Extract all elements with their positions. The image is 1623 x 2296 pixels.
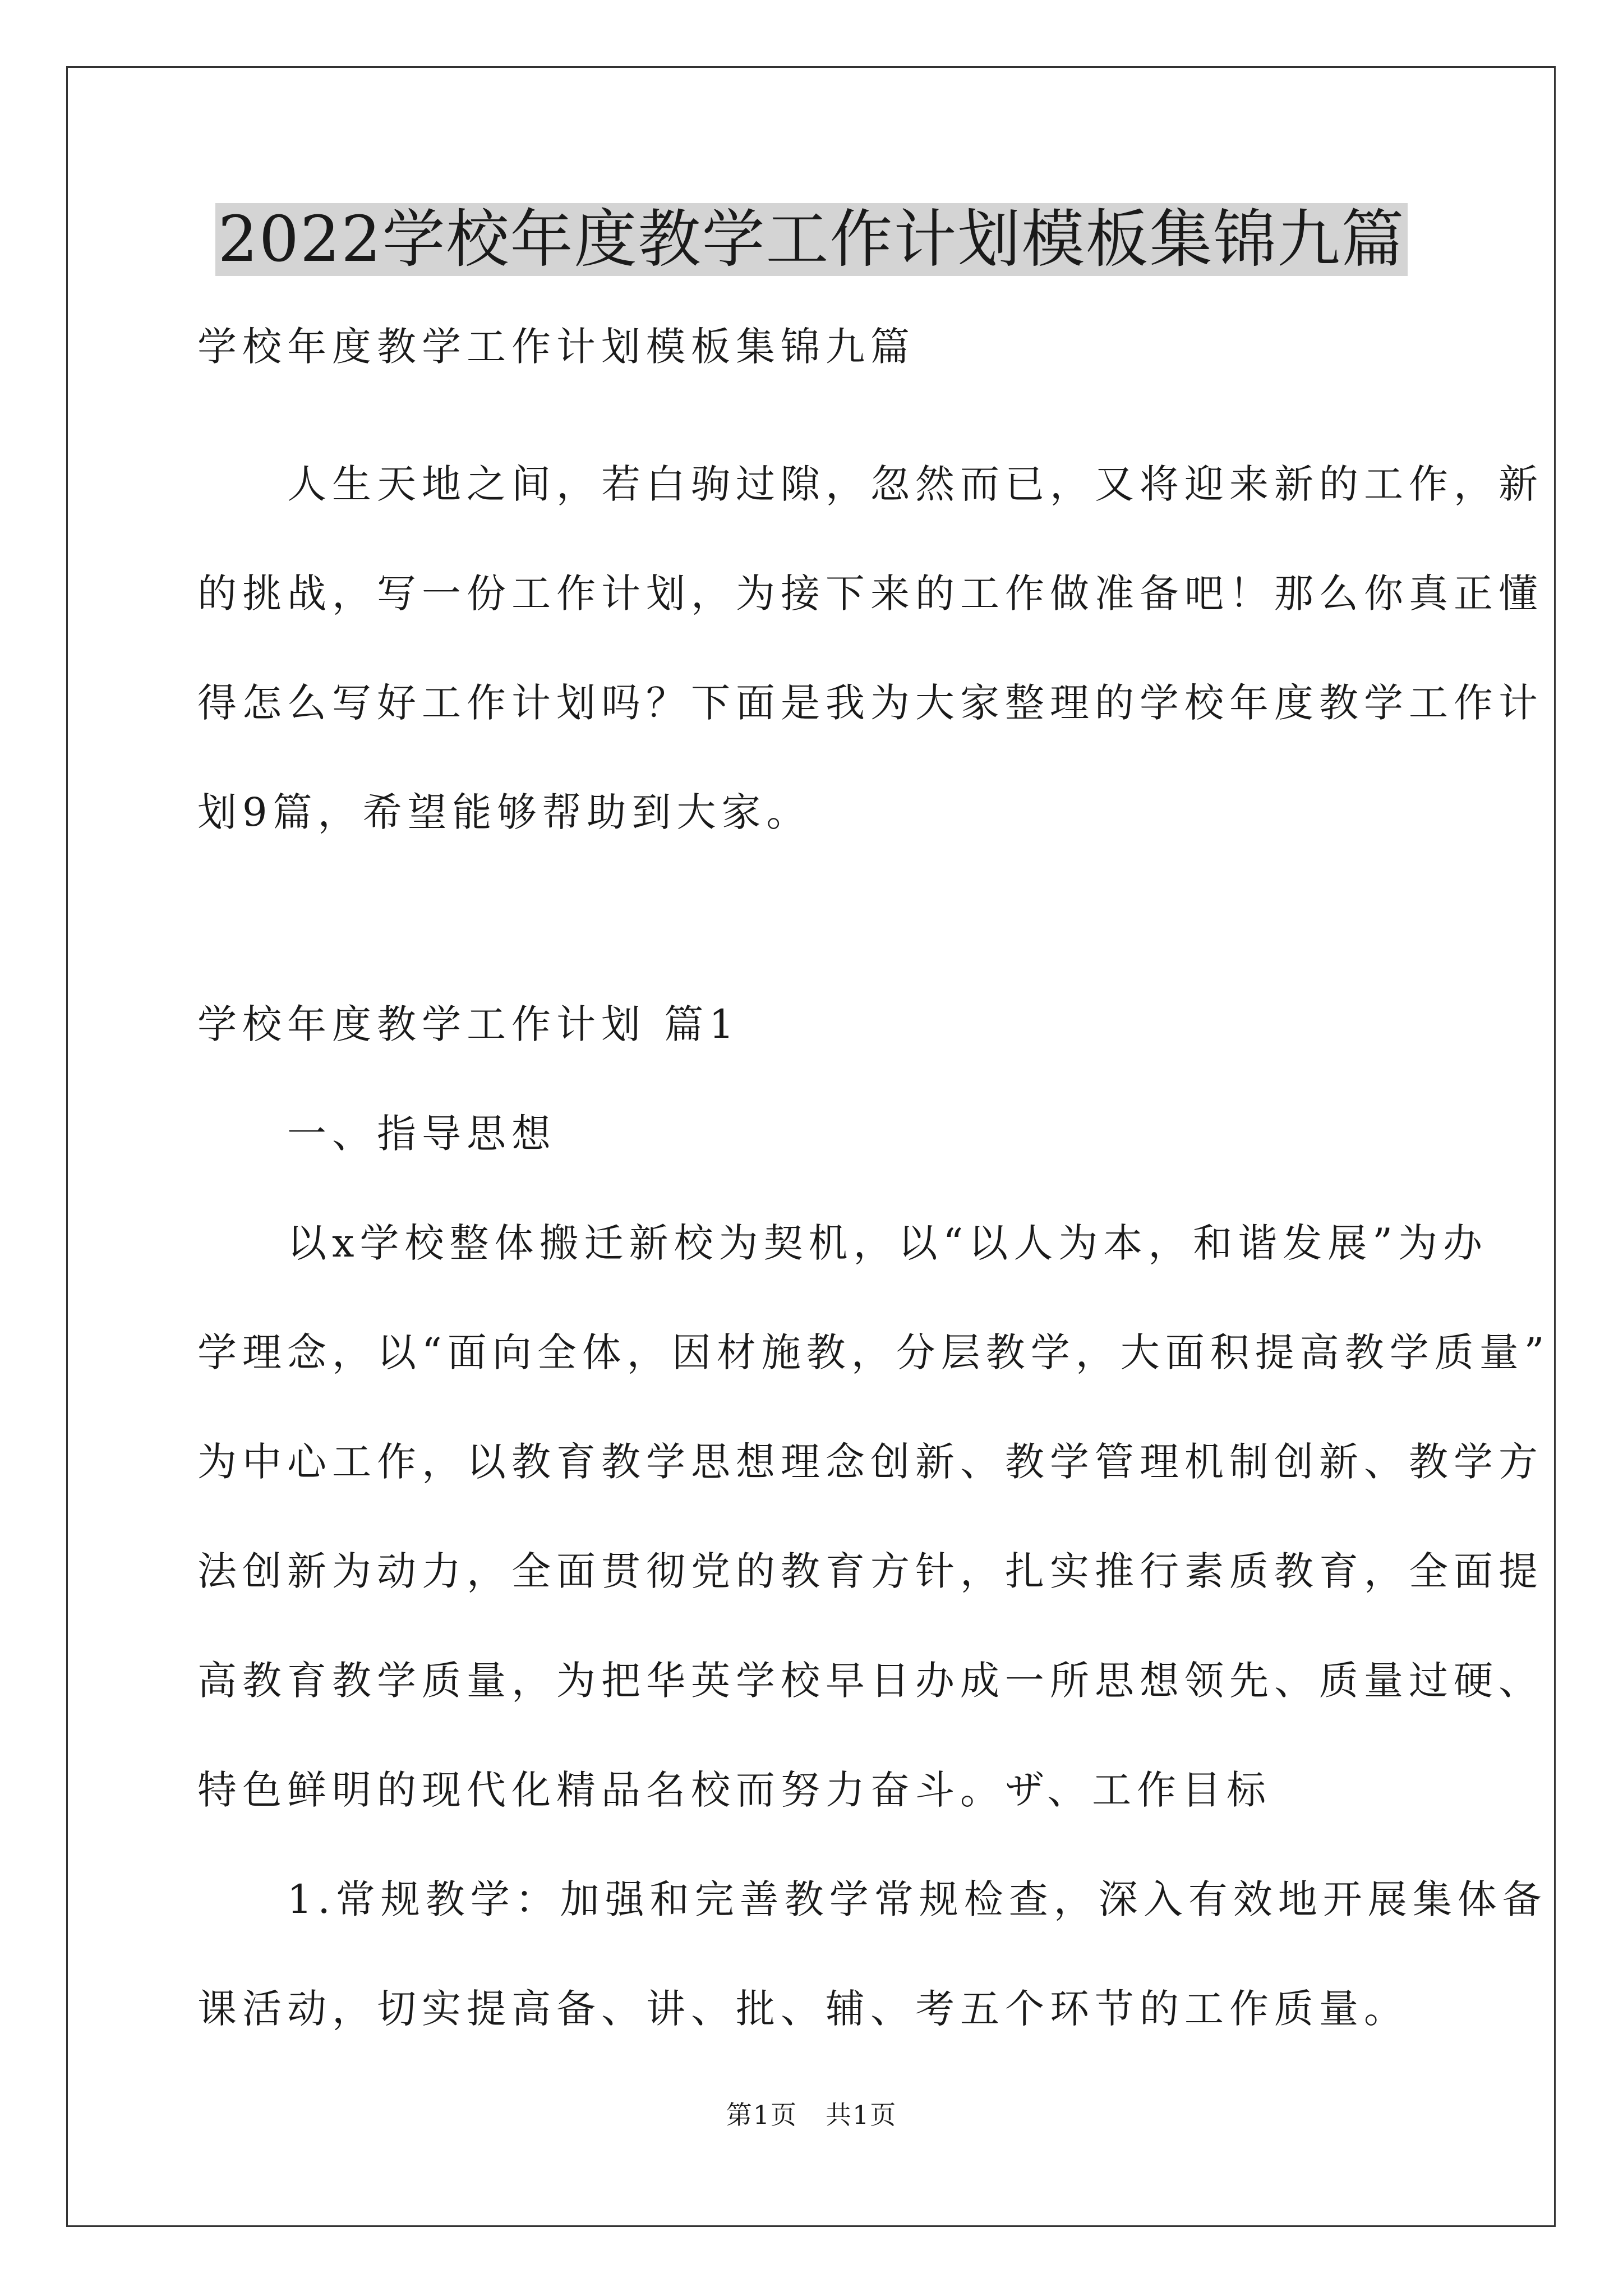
subsection-heading: 一、指导思想 (197, 1111, 556, 1157)
paragraph-line: 1.常规教学：加强和完善教学常规检查，深入有效地开展集体备 (197, 1876, 1547, 1922)
paragraph-line: 法创新为动力，全面贯彻党的教育方针，扎实推行素质教育，全面提 (197, 1548, 1543, 1594)
paragraph-line: 人生天地之间，若白驹过隙，忽然而已，又将迎来新的工作，新 (197, 461, 1543, 507)
document-title (0, 197, 1623, 282)
page-total: 共1页 (826, 2100, 897, 2130)
paragraph-line: 划9篇，希望能够帮助到大家。 (197, 789, 811, 835)
paragraph-line: 学理念，以“面向全体，因材施教，分层教学，大面积提高教学质量” (197, 1329, 1550, 1375)
paragraph-line: 得怎么写好工作计划吗？下面是我为大家整理的学校年度教学工作计 (197, 680, 1543, 726)
section-heading: 学校年度教学工作计划 篇1 (197, 1001, 740, 1047)
paragraph-line: 特色鲜明的现代化精品名校而努力奋斗。ザ、工作目标 (197, 1767, 1272, 1813)
paragraph-line: 高教育教学质量，为把华英学校早日办成一所思想领先、质量过硬、 (197, 1658, 1543, 1704)
subtitle-line: 学校年度教学工作计划模板集锦九篇 (197, 324, 915, 370)
paragraph-line: 以x学校整体搬迁新校为契机，以“以人为本，和谐发展”为办 (197, 1220, 1488, 1266)
page-number: 第1页 (726, 2100, 797, 2130)
page-footer (0, 2098, 1623, 2132)
paragraph-line: 的挑战，写一份工作计划，为接下来的工作做准备吧！那么你真正懂 (197, 570, 1543, 616)
document-title-text: 2022学校年度教学工作计划模板集锦九篇 (215, 203, 1407, 276)
paragraph-line: 为中心工作，以教育教学思想理念创新、教学管理机制创新、教学方 (197, 1439, 1543, 1485)
paragraph-line: 课活动，切实提高备、讲、批、辅、考五个环节的工作质量。 (197, 1986, 1409, 2032)
